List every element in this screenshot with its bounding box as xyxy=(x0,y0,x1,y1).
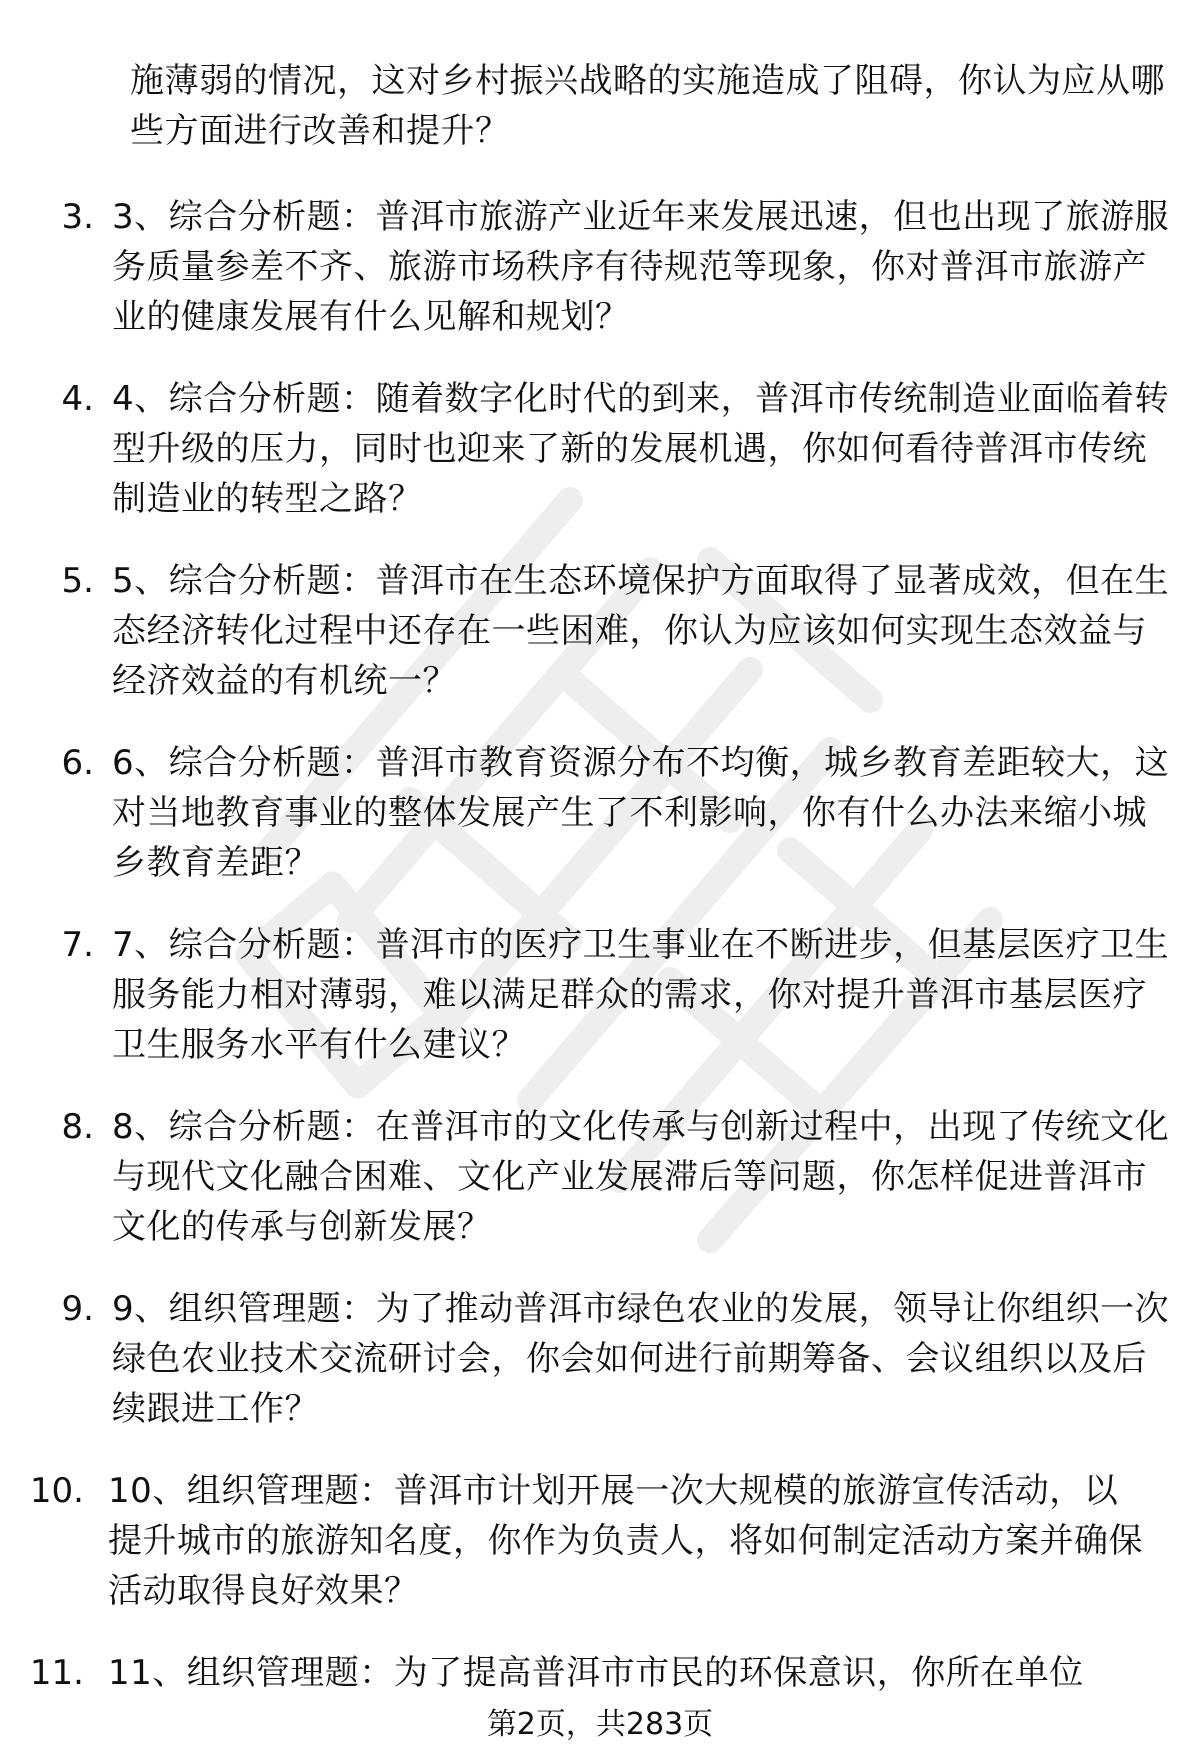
list-item xyxy=(0,1284,1200,1434)
item-text: 4、综合分析题：随着数字化时代的到来，普洱市传统制造业面临着转型升级的压力，同时也迎来了新的发展机遇，你如何看待普洱市传统制造业的转型之路？ xyxy=(112,379,1170,519)
item-number: 11. xyxy=(29,1653,84,1693)
item-text: 6、综合分析题：普洱市教育资源分布不均衡，城乡教育差距较大，这对当地教育事业的整体发展产生了不利影响，你有什么办法来缩小城乡教育差距？ xyxy=(112,743,1170,883)
item-number: 10. xyxy=(29,1471,84,1511)
list-item xyxy=(0,192,1200,342)
item-text: 9、组织管理题：为了推动普洱市绿色农业的发展，领导让你组织一次绿色农业技术交流研讨会，你会如何进行前期筹备、会议组织以及后续跟进工作？ xyxy=(112,1289,1170,1429)
continuation-text: 施薄弱的情况，这对乡村振兴战略的实施造成了阻碍，你认为应从哪些方面进行改善和提升？ xyxy=(130,61,1165,151)
item-text: 10、组织管理题：普洱市计划开展一次大规模的旅游宣传活动，以提升城市的旅游知名度，你作为负责人，将如何制定活动方案并确保活动取得良好效果？ xyxy=(108,1471,1143,1611)
item-number: 7. xyxy=(61,925,94,965)
item-number: 6. xyxy=(61,743,94,783)
list-item xyxy=(0,556,1200,706)
item-text: 11、组织管理题：为了提高普洱市市民的环保意识，你所在单位 xyxy=(108,1653,1084,1693)
item-text: 5、综合分析题：普洱市在生态环境保护方面取得了显著成效，但在生态经济转化过程中还存在一些困难，你认为应该如何实现生态效益与经济效益的有机统一？ xyxy=(112,561,1170,701)
item-number: 4. xyxy=(61,379,94,419)
item-text: 8、综合分析题：在普洱市的文化传承与创新过程中，出现了传统文化与现代文化融合困难、文化产业发展滞后等问题，你怎样促进普洱市文化的传承与创新发展？ xyxy=(112,1107,1170,1247)
item-number: 9. xyxy=(61,1289,94,1329)
page-footer: 第2页，共283页 xyxy=(486,1707,714,1742)
item-number: 3. xyxy=(61,197,94,237)
list-item xyxy=(0,374,1200,524)
list-item xyxy=(0,738,1200,888)
item-text: 3、综合分析题：普洱市旅游产业近年来发展迅速，但也出现了旅游服务质量参差不齐、旅游市场秩序有待规范等现象，你对普洱市旅游产业的健康发展有什么见解和规划？ xyxy=(112,197,1170,337)
list-item xyxy=(0,920,1200,1070)
item-text: 7、综合分析题：普洱市的医疗卫生事业在不断进步，但基层医疗卫生服务能力相对薄弱，难以满足群众的需求，你对提升普洱市基层医疗卫生服务水平有什么建议？ xyxy=(112,925,1170,1065)
list-item xyxy=(0,1102,1200,1252)
list-item xyxy=(0,1466,1200,1616)
item-number: 8. xyxy=(61,1107,94,1147)
list-item-continuation xyxy=(0,56,1200,156)
item-number: 5. xyxy=(61,561,94,601)
question-list xyxy=(0,56,1200,1730)
list-item xyxy=(0,1648,1200,1698)
